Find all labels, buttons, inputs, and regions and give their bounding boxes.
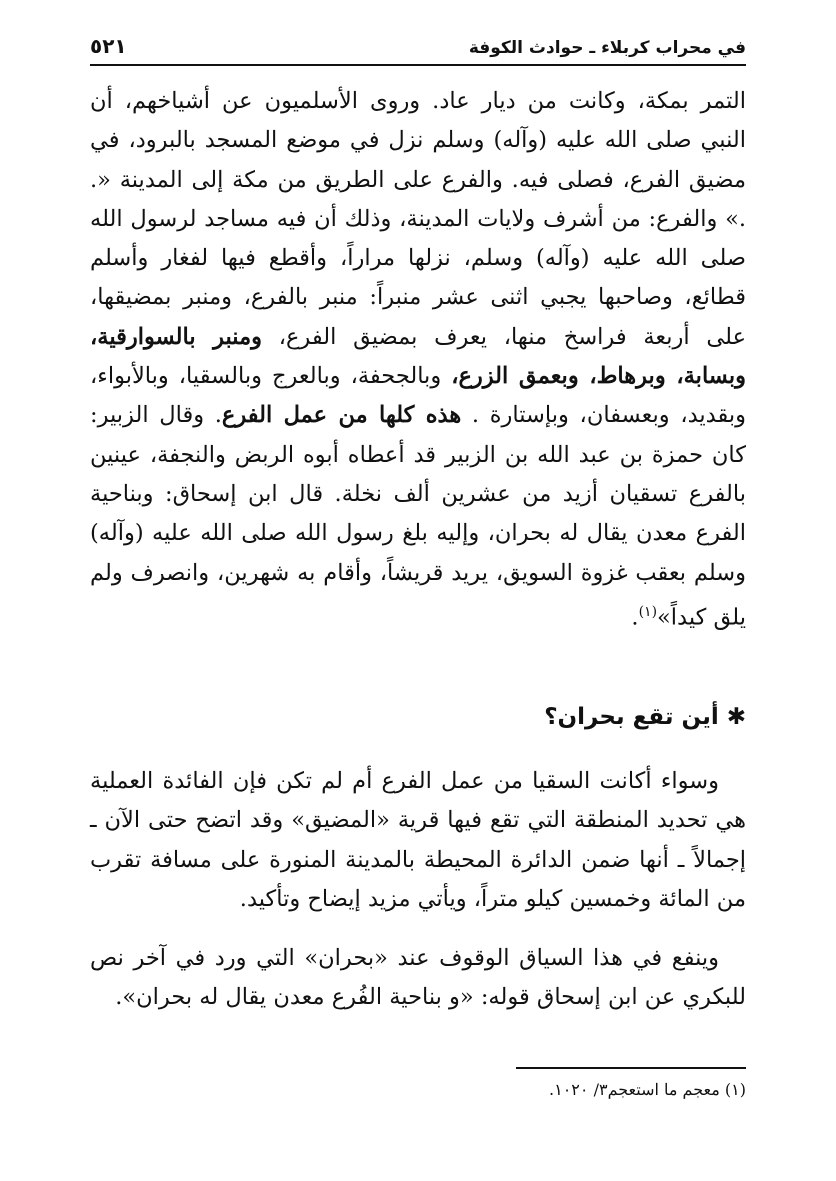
paragraph-quote [90, 82, 746, 638]
quote-end: . [631, 604, 639, 631]
footnote-reference: (١) [638, 603, 658, 620]
section-heading [544, 704, 746, 730]
quote-bold-1: ومنبر بالسوارقية، وبسابة، وبرهاط، وبعمق الزرع، [90, 323, 747, 390]
page-number: ٥٢١ [90, 34, 127, 58]
quote-text-2: وبالجحفة، وبالعرج وبالسقيا، وبالأبواء، وبقديد، وبعسفان، وبإستارة . [90, 363, 746, 429]
quote-bold-2: هذه كلها من عمل الفرع [221, 402, 462, 429]
running-title: في محراب كربلاء ـ حوادث الكوفة [468, 38, 746, 58]
paragraph-2: وسواء أكانت السقيا من عمل الفرع أم لم تكن فإن الفائدة العملية هي تحديد المنطقة التي تقع فيها قرية «المضيق» وقد اتضح حتى الآن ـ إجمالاً ـ أنها ضمن الدائرة المحيطة بالمدينة المنورة على مسافة تقرب من المائة وخمسين كيلو متراً، ويأتي مزيد إيضاح وتأكيد. [90, 768, 746, 912]
paragraph-3: وينفع في هذا السياق الوقوف عند «بحران» التي ورد في آخر نص للبكري عن ابن إسحاق قوله: «و بناحية الفُرع معدن يقال له بحران». [90, 945, 746, 1011]
quote-text-1: التمر بمكة، وكانت من ديار عاد. وروى الأسلميون عن أشياخهم، أن النبي صلى الله عليه (وآله) وسلم نزل في موضع المسجد بالبرود، في مضيق الفرع، فصلى فيه. والفرع على الطريق من مكة إلى المدينة «. .» والفرع: من أشرف ولايات المدينة، وذلك أن فيه مساجد لرسول الله صلى الله عليه (وآله) وسلم، نزلها مراراً، وأقطع فيها لفغار وأسلم قطائع، وصاحبها يجبي اثنى عشر منبراً: منبر بالفرع، ومنبر بمضيقها، على أربعة فراسخ منها، يعرف بمضيق الفرع، [90, 88, 746, 350]
main-text [90, 82, 746, 638]
section-body [90, 762, 746, 1018]
asterisk-icon: ✱ [726, 704, 746, 730]
section-title: أين تقع بحران؟ [544, 704, 719, 730]
quote-text-3: . وقال الزبير: كان حمزة بن عبد الله بن الزبير قد أعطاه أبوه الربض والنجفة، عينين بالفرع تسقيان أزيد من عشرين ألف نخلة. قال ابن إسحاق: وبناحية الفرع معدن يقال له بحران، وإليه بلغ رسول الله صلى الله عليه (وآله) وسلم بعقب غزوة السويق، يريد قريشاً، وأقام به شهرين، وانصرف ولم يلق كيداً» [90, 402, 746, 631]
header-rule [90, 64, 746, 66]
footnote-rule [516, 1067, 746, 1069]
footnote: (١) معجم ما استعجم٣/ ١٠٢٠. [549, 1080, 746, 1099]
page-header [90, 30, 746, 58]
